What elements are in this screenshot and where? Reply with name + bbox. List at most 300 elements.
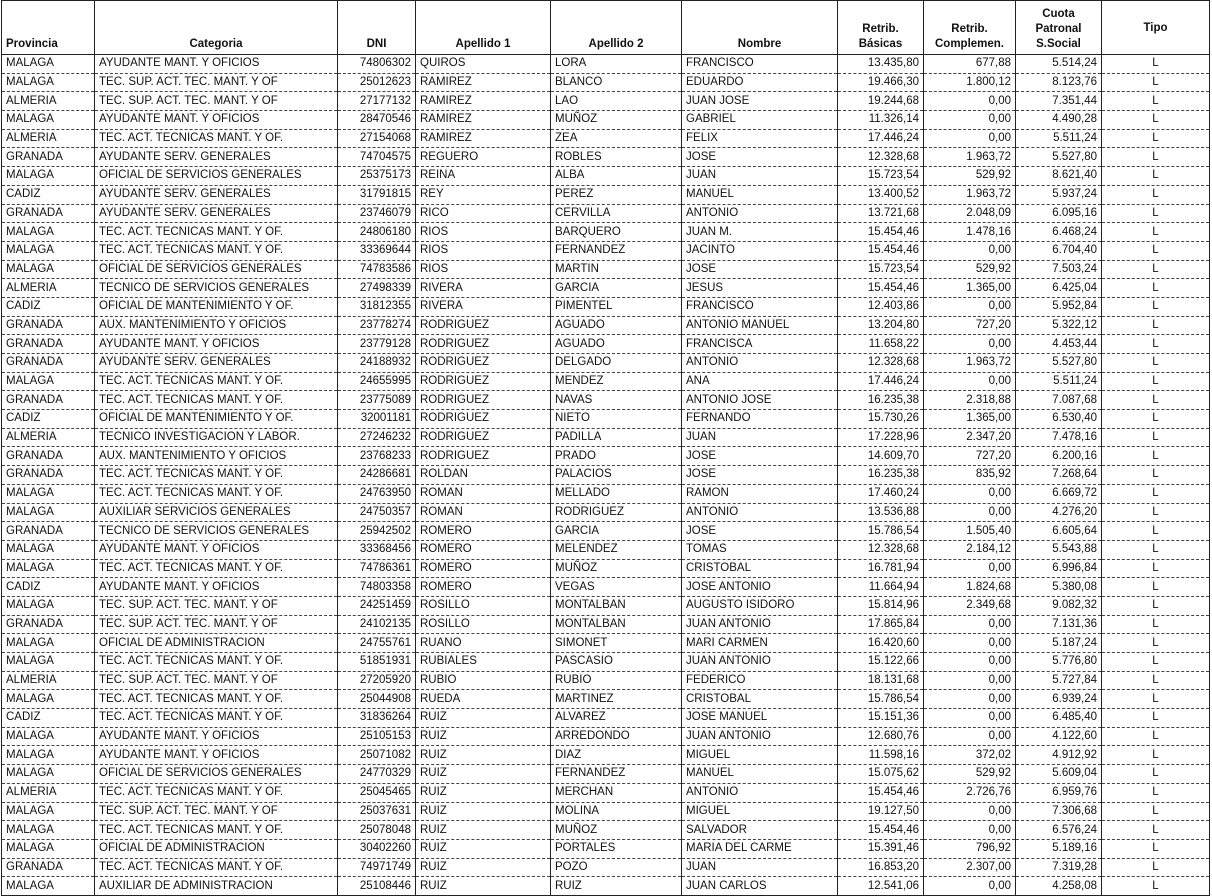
cell-dni: 31812355 xyxy=(338,297,416,316)
cell-provincia: CADIZ xyxy=(2,410,95,429)
cell-provincia: MALAGA xyxy=(2,223,95,242)
cell-cuota-patronal: 4.276,20 xyxy=(1016,503,1102,522)
table-row xyxy=(2,372,1210,391)
cell-apellido1: RAMIREZ xyxy=(416,111,551,130)
table-row xyxy=(2,783,1210,802)
table-row xyxy=(2,727,1210,746)
cell-tipo: L xyxy=(1102,241,1210,260)
cell-apellido2: MELLADO xyxy=(551,484,682,503)
cell-nombre: JUAN JOSE xyxy=(682,92,838,111)
cell-apellido2: SIMONET xyxy=(551,634,682,653)
cell-nombre: JOSE xyxy=(682,466,838,485)
cell-categoria: TEC. ACT. TECNICAS MANT. Y OF. xyxy=(95,653,338,672)
header-dni: DNI xyxy=(338,1,416,55)
cell-categoria: TEC. ACT. TECNICAS MANT. Y OF. xyxy=(95,858,338,877)
cell-dni: 27246232 xyxy=(338,428,416,447)
cell-cuota-patronal: 7.503,24 xyxy=(1016,260,1102,279)
table-row xyxy=(2,204,1210,223)
cell-cuota-patronal: 6.530,40 xyxy=(1016,410,1102,429)
cell-cuota-patronal: 6.200,16 xyxy=(1016,447,1102,466)
cell-provincia: MALAGA xyxy=(2,690,95,709)
table-row xyxy=(2,223,1210,242)
cell-retrib-complemen: 1.800,12 xyxy=(924,73,1016,92)
cell-apellido2: DELGADO xyxy=(551,354,682,373)
cell-tipo: L xyxy=(1102,615,1210,634)
cell-nombre: JOSE xyxy=(682,148,838,167)
cell-retrib-complemen: 0,00 xyxy=(924,111,1016,130)
cell-categoria: AYUDANTE MANT. Y OFICIOS xyxy=(95,578,338,597)
cell-retrib-complemen: 0,00 xyxy=(924,129,1016,148)
cell-apellido2: LORA xyxy=(551,55,682,74)
cell-retrib-complemen: 835,92 xyxy=(924,466,1016,485)
cell-cuota-patronal: 7.268,64 xyxy=(1016,466,1102,485)
cell-retrib-complemen: 0,00 xyxy=(924,727,1016,746)
cell-nombre: ANTONIO JOSE xyxy=(682,391,838,410)
cell-cuota-patronal: 5.514,24 xyxy=(1016,55,1102,74)
cell-nombre: JOSE xyxy=(682,447,838,466)
cell-retrib-complemen: 2.307,00 xyxy=(924,858,1016,877)
table-body xyxy=(2,55,1210,896)
cell-tipo: L xyxy=(1102,877,1210,896)
cell-retrib-complemen: 0,00 xyxy=(924,671,1016,690)
cell-tipo: L xyxy=(1102,391,1210,410)
cell-dni: 24251459 xyxy=(338,596,416,615)
cell-apellido1: REINA xyxy=(416,167,551,186)
cell-apellido1: RAMIREZ xyxy=(416,92,551,111)
header-retrib-complemen xyxy=(924,1,1016,55)
cell-cuota-patronal: 6.996,84 xyxy=(1016,559,1102,578)
cell-tipo: L xyxy=(1102,167,1210,186)
cell-apellido1: ROLDAN xyxy=(416,466,551,485)
cell-cuota-patronal: 5.380,08 xyxy=(1016,578,1102,597)
cell-cuota-patronal: 5.189,16 xyxy=(1016,839,1102,858)
cell-dni: 24188932 xyxy=(338,354,416,373)
cell-retrib-complemen: 727,20 xyxy=(924,447,1016,466)
cell-apellido1: QUIROS xyxy=(416,55,551,74)
cell-provincia: MALAGA xyxy=(2,802,95,821)
cell-categoria: TECNICO DE SERVICIOS GENERALES xyxy=(95,522,338,541)
cell-nombre: JUAN xyxy=(682,167,838,186)
cell-apellido2: ALVAREZ xyxy=(551,709,682,728)
cell-provincia: MALAGA xyxy=(2,839,95,858)
cell-apellido1: RAMIREZ xyxy=(416,129,551,148)
cell-nombre: JUAN CARLOS xyxy=(682,877,838,896)
cell-tipo: L xyxy=(1102,503,1210,522)
table-row xyxy=(2,821,1210,840)
cell-categoria: TEC. ACT. TECNICAS MANT. Y OF. xyxy=(95,783,338,802)
cell-cuota-patronal: 6.704,40 xyxy=(1016,241,1102,260)
table-row xyxy=(2,540,1210,559)
cell-dni: 24286681 xyxy=(338,466,416,485)
cell-tipo: L xyxy=(1102,858,1210,877)
table-row xyxy=(2,596,1210,615)
cell-apellido2: GARCIA xyxy=(551,522,682,541)
cell-provincia: ALMERIA xyxy=(2,129,95,148)
cell-dni: 74806302 xyxy=(338,55,416,74)
cell-provincia: MALAGA xyxy=(2,55,95,74)
table-row xyxy=(2,185,1210,204)
table-row xyxy=(2,73,1210,92)
table-row xyxy=(2,297,1210,316)
table-row xyxy=(2,634,1210,653)
cell-retrib-complemen: 529,92 xyxy=(924,167,1016,186)
cell-retrib-complemen: 0,00 xyxy=(924,634,1016,653)
cell-apellido1: ROSILLO xyxy=(416,615,551,634)
cell-tipo: L xyxy=(1102,185,1210,204)
header-tipo: Tipo xyxy=(1102,1,1210,55)
cell-categoria: TEC. SUP. ACT. TEC. MANT. Y OF xyxy=(95,671,338,690)
cell-cuota-patronal: 8.621,40 xyxy=(1016,167,1102,186)
header-retrib-basicas-line1: Retrib. xyxy=(862,23,899,35)
cell-nombre: JUAN ANTONIO xyxy=(682,615,838,634)
table-row xyxy=(2,466,1210,485)
cell-nombre: FRANCISCO xyxy=(682,55,838,74)
cell-provincia: MALAGA xyxy=(2,727,95,746)
cell-apellido1: RUIZ xyxy=(416,802,551,821)
cell-categoria: TEC. ACT. TECNICAS MANT. Y OF. xyxy=(95,129,338,148)
cell-tipo: L xyxy=(1102,92,1210,111)
cell-nombre: ANA xyxy=(682,372,838,391)
cell-retrib-complemen: 1.365,00 xyxy=(924,410,1016,429)
cell-dni: 23746079 xyxy=(338,204,416,223)
cell-apellido2: MONTALBAN xyxy=(551,615,682,634)
cell-apellido2: POZO xyxy=(551,858,682,877)
cell-dni: 24763950 xyxy=(338,484,416,503)
cell-retrib-basicas: 15.814,96 xyxy=(838,596,924,615)
cell-categoria: AUX. MANTENIMIENTO Y OFICIOS xyxy=(95,316,338,335)
cell-apellido2: AGUADO xyxy=(551,335,682,354)
cell-dni: 23778274 xyxy=(338,316,416,335)
cell-retrib-basicas: 16.235,38 xyxy=(838,466,924,485)
table-row xyxy=(2,522,1210,541)
cell-apellido1: RUIZ xyxy=(416,783,551,802)
header-retrib-basicas xyxy=(838,1,924,55)
cell-provincia: MALAGA xyxy=(2,765,95,784)
cell-retrib-basicas: 15.454,46 xyxy=(838,279,924,298)
cell-tipo: L xyxy=(1102,55,1210,74)
cell-provincia: GRANADA xyxy=(2,858,95,877)
cell-retrib-basicas: 11.598,16 xyxy=(838,746,924,765)
cell-cuota-patronal: 5.776,80 xyxy=(1016,653,1102,672)
cell-dni: 28470546 xyxy=(338,111,416,130)
cell-cuota-patronal: 5.952,84 xyxy=(1016,297,1102,316)
cell-cuota-patronal: 4.453,44 xyxy=(1016,335,1102,354)
cell-retrib-basicas: 19.127,50 xyxy=(838,802,924,821)
cell-categoria: TEC. ACT. TECNICAS MANT. Y OF. xyxy=(95,241,338,260)
cell-categoria: TEC. SUP. ACT. TEC. MANT. Y OF xyxy=(95,802,338,821)
cell-retrib-complemen: 1.963,72 xyxy=(924,185,1016,204)
cell-provincia: GRANADA xyxy=(2,316,95,335)
cell-categoria: AYUDANTE SERV. GENERALES xyxy=(95,204,338,223)
cell-cuota-patronal: 4.122,60 xyxy=(1016,727,1102,746)
cell-tipo: L xyxy=(1102,653,1210,672)
cell-tipo: L xyxy=(1102,428,1210,447)
cell-apellido2: ZEA xyxy=(551,129,682,148)
cell-apellido1: RODRIGUEZ xyxy=(416,316,551,335)
cell-retrib-basicas: 13.435,80 xyxy=(838,55,924,74)
table-row xyxy=(2,148,1210,167)
cell-cuota-patronal: 7.087,68 xyxy=(1016,391,1102,410)
cell-nombre: MIGUEL xyxy=(682,802,838,821)
cell-provincia: CADIZ xyxy=(2,297,95,316)
cell-retrib-complemen: 0,00 xyxy=(924,503,1016,522)
header-apellido1: Apellido 1 xyxy=(416,1,551,55)
cell-apellido2: MENDEZ xyxy=(551,372,682,391)
cell-apellido2: ALBA xyxy=(551,167,682,186)
cell-cuota-patronal: 6.669,72 xyxy=(1016,484,1102,503)
cell-apellido2: MOLINA xyxy=(551,802,682,821)
cell-apellido2: PEREZ xyxy=(551,185,682,204)
cell-tipo: L xyxy=(1102,709,1210,728)
cell-nombre: ANTONIO MANUEL xyxy=(682,316,838,335)
cell-retrib-complemen: 0,00 xyxy=(924,335,1016,354)
cell-retrib-complemen: 0,00 xyxy=(924,559,1016,578)
cell-dni: 25108446 xyxy=(338,877,416,896)
table-row xyxy=(2,316,1210,335)
cell-retrib-basicas: 13.721,68 xyxy=(838,204,924,223)
cell-categoria: TEC. ACT. TECNICAS MANT. Y OF. xyxy=(95,559,338,578)
cell-categoria: OFICIAL DE SERVICIOS GENERALES xyxy=(95,765,338,784)
cell-provincia: GRANADA xyxy=(2,148,95,167)
cell-categoria: TEC. ACT. TECNICAS MANT. Y OF. xyxy=(95,372,338,391)
cell-apellido2: NAVAS xyxy=(551,391,682,410)
cell-dni: 74786361 xyxy=(338,559,416,578)
cell-tipo: L xyxy=(1102,671,1210,690)
header-nombre: Nombre xyxy=(682,1,838,55)
cell-retrib-basicas: 16.853,20 xyxy=(838,858,924,877)
cell-tipo: L xyxy=(1102,690,1210,709)
cell-dni: 27154068 xyxy=(338,129,416,148)
cell-retrib-complemen: 796,92 xyxy=(924,839,1016,858)
cell-apellido1: RUIZ xyxy=(416,877,551,896)
cell-dni: 24655995 xyxy=(338,372,416,391)
cell-dni: 31836264 xyxy=(338,709,416,728)
cell-retrib-basicas: 12.403,86 xyxy=(838,297,924,316)
cell-categoria: AYUDANTE SERV. GENERALES xyxy=(95,148,338,167)
cell-retrib-complemen: 1.365,00 xyxy=(924,279,1016,298)
cell-nombre: ANTONIO xyxy=(682,783,838,802)
cell-cuota-patronal: 5.727,84 xyxy=(1016,671,1102,690)
cell-nombre: JUAN xyxy=(682,428,838,447)
cell-nombre: MARIA DEL CARME xyxy=(682,839,838,858)
table-row xyxy=(2,802,1210,821)
cell-tipo: L xyxy=(1102,372,1210,391)
cell-categoria: TEC. ACT. TECNICAS MANT. Y OF. xyxy=(95,484,338,503)
cell-apellido1: RODRIGUEZ xyxy=(416,410,551,429)
cell-provincia: GRANADA xyxy=(2,466,95,485)
table-row xyxy=(2,447,1210,466)
cell-tipo: L xyxy=(1102,73,1210,92)
cell-retrib-basicas: 17.865,84 xyxy=(838,615,924,634)
cell-retrib-basicas: 15.454,46 xyxy=(838,241,924,260)
cell-provincia: CADIZ xyxy=(2,185,95,204)
cell-nombre: SALVADOR xyxy=(682,821,838,840)
cell-apellido2: MUÑOZ xyxy=(551,559,682,578)
cell-cuota-patronal: 4.912,92 xyxy=(1016,746,1102,765)
cell-nombre: MANUEL xyxy=(682,765,838,784)
cell-provincia: MALAGA xyxy=(2,73,95,92)
cell-apellido2: MUÑOZ xyxy=(551,821,682,840)
cell-retrib-complemen: 0,00 xyxy=(924,372,1016,391)
cell-retrib-basicas: 12.328,68 xyxy=(838,148,924,167)
cell-retrib-basicas: 15.454,46 xyxy=(838,821,924,840)
cell-apellido2: MARTIN xyxy=(551,260,682,279)
cell-retrib-basicas: 15.454,46 xyxy=(838,783,924,802)
cell-apellido1: RUBIALES xyxy=(416,653,551,672)
cell-categoria: OFICIAL DE ADMINISTRACION xyxy=(95,634,338,653)
cell-categoria: TEC. SUP. ACT. TEC. MANT. Y OF xyxy=(95,615,338,634)
cell-retrib-basicas: 15.786,54 xyxy=(838,522,924,541)
cell-categoria: TEC. SUP. ACT. TEC. MANT. Y OF xyxy=(95,596,338,615)
cell-apellido1: RUIZ xyxy=(416,746,551,765)
header-retrib-basicas-line2: Básicas xyxy=(858,38,903,50)
table-row xyxy=(2,709,1210,728)
cell-dni: 23775089 xyxy=(338,391,416,410)
cell-retrib-complemen: 2.184,12 xyxy=(924,540,1016,559)
cell-provincia: MALAGA xyxy=(2,559,95,578)
cell-retrib-complemen: 0,00 xyxy=(924,615,1016,634)
cell-cuota-patronal: 7.319,28 xyxy=(1016,858,1102,877)
cell-categoria: TEC. SUP. ACT. TEC. MANT. Y OF xyxy=(95,73,338,92)
cell-provincia: MALAGA xyxy=(2,241,95,260)
table-row xyxy=(2,241,1210,260)
cell-apellido2: VEGAS xyxy=(551,578,682,597)
cell-apellido1: RIVERA xyxy=(416,279,551,298)
cell-tipo: L xyxy=(1102,821,1210,840)
cell-nombre: JUAN ANTONIO xyxy=(682,653,838,672)
cell-categoria: OFICIAL DE ADMINISTRACION xyxy=(95,839,338,858)
cell-provincia: MALAGA xyxy=(2,540,95,559)
cell-apellido1: RICO xyxy=(416,204,551,223)
cell-tipo: L xyxy=(1102,765,1210,784)
table-row xyxy=(2,167,1210,186)
cell-apellido1: ROMAN xyxy=(416,503,551,522)
cell-retrib-basicas: 12.328,68 xyxy=(838,540,924,559)
table-row xyxy=(2,746,1210,765)
cell-retrib-basicas: 17.446,24 xyxy=(838,372,924,391)
cell-tipo: L xyxy=(1102,410,1210,429)
cell-categoria: OFICIAL DE SERVICIOS GENERALES xyxy=(95,167,338,186)
cell-apellido1: REGUERO xyxy=(416,148,551,167)
cell-apellido1: RUEDA xyxy=(416,690,551,709)
cell-retrib-basicas: 15.075,62 xyxy=(838,765,924,784)
cell-apellido1: RODRIGUEZ xyxy=(416,447,551,466)
cell-categoria: TEC. ACT. TECNICAS MANT. Y OF. xyxy=(95,391,338,410)
cell-cuota-patronal: 6.095,16 xyxy=(1016,204,1102,223)
cell-cuota-patronal: 5.937,24 xyxy=(1016,185,1102,204)
cell-tipo: L xyxy=(1102,148,1210,167)
cell-apellido2: MERCHAN xyxy=(551,783,682,802)
cell-dni: 74704575 xyxy=(338,148,416,167)
cell-apellido2: FERNANDEZ xyxy=(551,241,682,260)
cell-apellido1: RUIZ xyxy=(416,839,551,858)
cell-cuota-patronal: 5.187,24 xyxy=(1016,634,1102,653)
cell-provincia: MALAGA xyxy=(2,634,95,653)
cell-retrib-basicas: 13.400,52 xyxy=(838,185,924,204)
cell-provincia: GRANADA xyxy=(2,391,95,410)
cell-tipo: L xyxy=(1102,559,1210,578)
cell-apellido2: RUIZ xyxy=(551,877,682,896)
cell-categoria: AYUDANTE MANT. Y OFICIOS xyxy=(95,746,338,765)
table-row xyxy=(2,653,1210,672)
cell-provincia: MALAGA xyxy=(2,372,95,391)
cell-provincia: GRANADA xyxy=(2,522,95,541)
cell-retrib-complemen: 0,00 xyxy=(924,877,1016,896)
cell-categoria: TEC. ACT. TECNICAS MANT. Y OF. xyxy=(95,223,338,242)
cell-apellido1: RUIZ xyxy=(416,821,551,840)
cell-retrib-complemen: 0,00 xyxy=(924,92,1016,111)
cell-cuota-patronal: 5.511,24 xyxy=(1016,372,1102,391)
table-row xyxy=(2,765,1210,784)
cell-retrib-complemen: 1.963,72 xyxy=(924,354,1016,373)
cell-apellido1: ROMERO xyxy=(416,559,551,578)
table-row xyxy=(2,484,1210,503)
table-row xyxy=(2,335,1210,354)
cell-nombre: JESUS xyxy=(682,279,838,298)
table-row xyxy=(2,671,1210,690)
cell-categoria: TECNICO DE SERVICIOS GENERALES xyxy=(95,279,338,298)
cell-tipo: L xyxy=(1102,596,1210,615)
cell-nombre: MARI CARMEN xyxy=(682,634,838,653)
table-row xyxy=(2,690,1210,709)
cell-retrib-basicas: 12.328,68 xyxy=(838,354,924,373)
cell-cuota-patronal: 4.490,28 xyxy=(1016,111,1102,130)
cell-apellido1: RUIZ xyxy=(416,765,551,784)
cell-apellido2: ROBLES xyxy=(551,148,682,167)
cell-nombre: MANUEL xyxy=(682,185,838,204)
cell-nombre: GABRIEL xyxy=(682,111,838,130)
cell-provincia: MALAGA xyxy=(2,260,95,279)
cell-tipo: L xyxy=(1102,260,1210,279)
header-cuota-patronal xyxy=(1016,1,1102,55)
cell-nombre: TOMAS xyxy=(682,540,838,559)
cell-apellido2: NIETO xyxy=(551,410,682,429)
cell-tipo: L xyxy=(1102,223,1210,242)
cell-nombre: JOSE ANTONIO xyxy=(682,578,838,597)
cell-dni: 24806180 xyxy=(338,223,416,242)
cell-dni: 32001181 xyxy=(338,410,416,429)
cell-dni: 24770329 xyxy=(338,765,416,784)
cell-cuota-patronal: 5.511,24 xyxy=(1016,129,1102,148)
cell-tipo: L xyxy=(1102,727,1210,746)
cell-dni: 24755761 xyxy=(338,634,416,653)
cell-apellido1: RUIZ xyxy=(416,727,551,746)
cell-nombre: JUAN xyxy=(682,858,838,877)
cell-retrib-basicas: 13.536,88 xyxy=(838,503,924,522)
header-apellido2: Apellido 2 xyxy=(551,1,682,55)
cell-apellido2: FERNANDEZ xyxy=(551,765,682,784)
cell-dni: 27205920 xyxy=(338,671,416,690)
cell-categoria: AUXILIAR DE ADMINISTRACION xyxy=(95,877,338,896)
cell-categoria: OFICIAL DE SERVICIOS GENERALES xyxy=(95,260,338,279)
cell-tipo: L xyxy=(1102,204,1210,223)
cell-retrib-complemen: 372,02 xyxy=(924,746,1016,765)
cell-apellido1: ROMERO xyxy=(416,578,551,597)
cell-apellido2: LAO xyxy=(551,92,682,111)
cell-nombre: RAMON xyxy=(682,484,838,503)
cell-nombre: FEDERICO xyxy=(682,671,838,690)
cell-retrib-complemen: 2.349,68 xyxy=(924,596,1016,615)
cell-retrib-basicas: 16.420,60 xyxy=(838,634,924,653)
cell-apellido2: PADILLA xyxy=(551,428,682,447)
table-row xyxy=(2,858,1210,877)
cell-dni: 24102135 xyxy=(338,615,416,634)
cell-apellido1: RAMIREZ xyxy=(416,73,551,92)
cell-categoria: AYUDANTE MANT. Y OFICIOS xyxy=(95,335,338,354)
cell-nombre: CRISTOBAL xyxy=(682,690,838,709)
cell-cuota-patronal: 7.478,16 xyxy=(1016,428,1102,447)
cell-provincia: GRANADA xyxy=(2,204,95,223)
